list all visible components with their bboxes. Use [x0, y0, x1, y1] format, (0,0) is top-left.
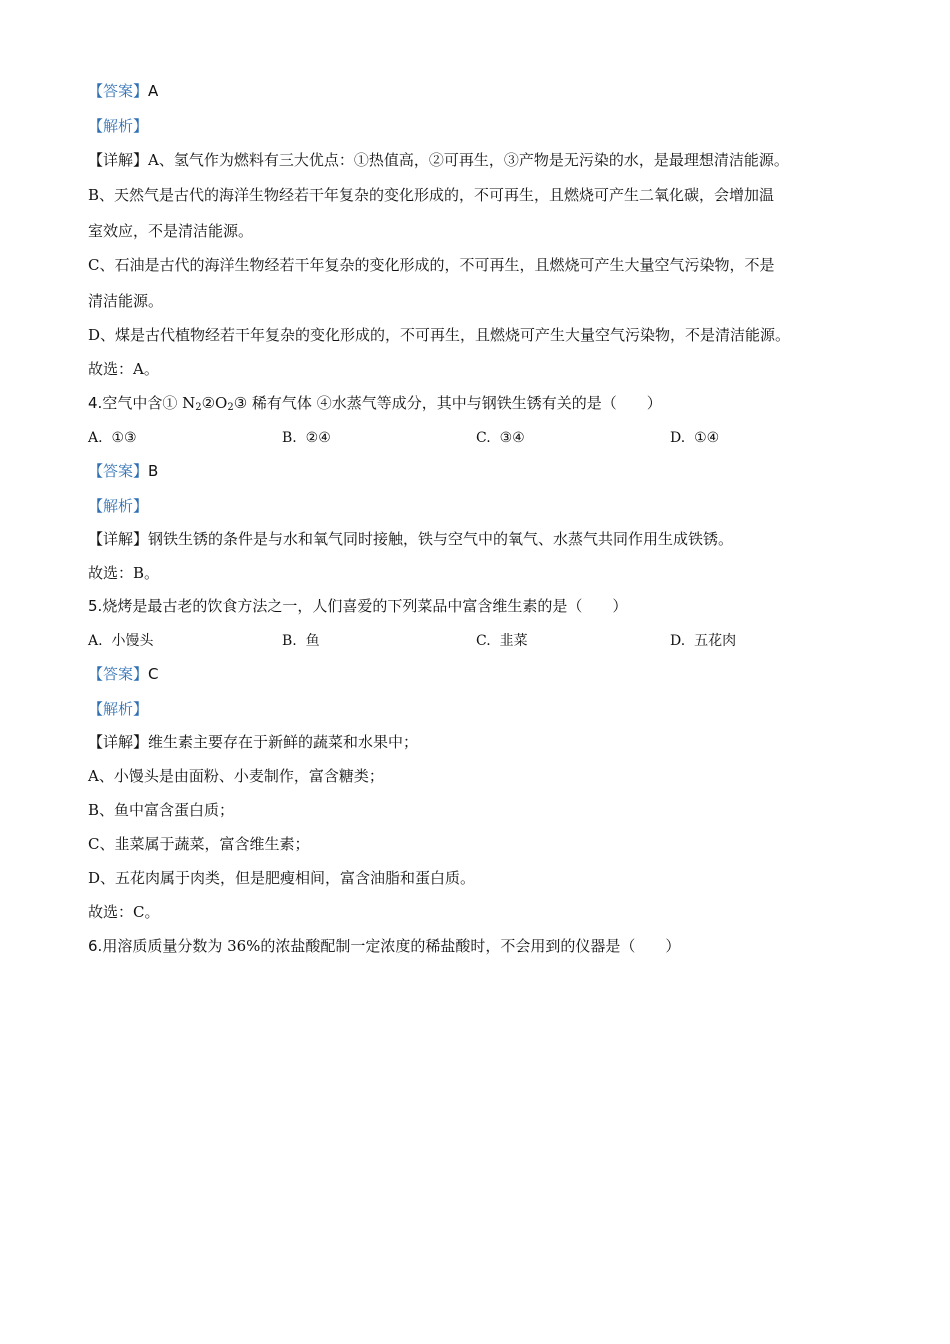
- q4-option-a: [88, 428, 137, 448]
- q4-answer-value: B: [148, 462, 159, 480]
- q3-answer-value: A: [148, 82, 159, 100]
- q5-stem-text: 烧烤是最古老的饮食方法之一，人们喜爱的下列菜品中富含维生素的是（ ）: [102, 597, 628, 615]
- q4-stem-part3: ③ 稀有气体 ④水蒸气等成分，其中与钢铁生锈有关的是（ ）: [233, 394, 662, 412]
- q3-detail-a-text: A、氢气作为燃料有三大优点：①热值高，②可再生，③产物是无污染的水，是最理想清洁能源。: [148, 151, 789, 169]
- q4-option-b: [282, 428, 331, 448]
- q5-answer-line: [88, 664, 159, 684]
- q5-option-a: [88, 631, 153, 651]
- q3-detail-d: D、煤是古代植物经若干年复杂的变化形成的，不可再生，且燃烧可产生大量空气污染物，不是清洁能源。: [88, 326, 791, 344]
- q4-option-d: [670, 428, 719, 448]
- q5-answer-value: C: [148, 665, 159, 683]
- q4-option-c: [476, 428, 525, 448]
- q4-conclusion: 故选：B。: [88, 564, 160, 582]
- q5-detail-b: B、鱼中富含蛋白质；: [88, 801, 235, 819]
- q4-option-a-text: ①③: [111, 430, 137, 446]
- q3-detail-a: [88, 150, 789, 170]
- q5-option-a-text: 小馒头: [111, 633, 154, 649]
- q5-detail-c: C、韭菜属于蔬菜，富含维生素；: [88, 835, 310, 853]
- q3-detail-label: 【详解】: [88, 151, 149, 169]
- q4-detail-label: 【详解】: [88, 530, 149, 548]
- q3-detail-b2: 室效应，不是清洁能源。: [88, 222, 254, 240]
- q5-option-c-text: 韭菜: [499, 633, 528, 649]
- q5-option-a-letter: A.: [88, 633, 103, 649]
- q4-number: 4.: [88, 394, 103, 412]
- q4-option-d-letter: D.: [670, 430, 686, 446]
- q3-detail-b1: B、天然气是古代的海洋生物经若干年复杂的变化形成的，不可再生，且燃烧可产生二氧化碳，会增加温: [88, 186, 775, 204]
- q4-answer-line: [88, 461, 158, 481]
- q4-detail: [88, 529, 733, 549]
- q3-detail-c2: 清洁能源。: [88, 292, 164, 310]
- q5-option-c: [476, 631, 528, 651]
- q5-detail: [88, 732, 418, 752]
- q4-option-d-text: ①④: [694, 430, 720, 446]
- q5-detail-a: A、小馒头是由面粉、小麦制作，富含糖类；: [88, 767, 384, 785]
- q4-detail-text: 钢铁生锈的条件是与水和氧气同时接触，铁与空气中的氧气、水蒸气共同作用生成铁锈。: [148, 530, 734, 548]
- q3-conclusion: 故选：A。: [88, 360, 159, 378]
- q4-option-b-letter: B.: [282, 430, 297, 446]
- q4-option-b-text: ②④: [305, 430, 331, 446]
- q5-detail-label: 【详解】: [88, 733, 149, 751]
- q5-number: 5.: [88, 597, 103, 615]
- q4-analysis-label: 【解析】: [88, 497, 149, 515]
- q6-stem-text: 用溶质质量分数为 36%的浓盐酸配制一定浓度的稀盐酸时，不会用到的仪器是（ ）: [102, 937, 681, 955]
- q4-stem: [88, 393, 662, 418]
- q5-option-d: [670, 631, 736, 651]
- q5-answer-label: 【答案】: [88, 665, 149, 683]
- q3-answer-line: [88, 81, 158, 101]
- q6-stem: [88, 936, 680, 956]
- q4-option-a-letter: A.: [88, 430, 103, 446]
- q5-stem: [88, 596, 627, 616]
- q5-analysis-label: 【解析】: [88, 700, 149, 718]
- q4-stem-sub1: 2: [195, 402, 202, 413]
- q5-detail-d: D、五花肉属于肉类，但是肥瘦相间，富含油脂和蛋白质。: [88, 869, 476, 887]
- q5-option-c-letter: C.: [476, 633, 491, 649]
- q6-number: 6.: [88, 937, 103, 955]
- q5-option-b-text: 鱼: [305, 633, 320, 649]
- q4-option-c-text: ③④: [499, 430, 525, 446]
- q4-stem-sub2: 2: [227, 402, 234, 413]
- q4-answer-label: 【答案】: [88, 462, 149, 480]
- q3-analysis-label: 【解析】: [88, 117, 149, 135]
- q4-stem-part2: ②O: [201, 394, 228, 412]
- q5-detail-text: 维生素主要存在于新鲜的蔬菜和水果中；: [148, 733, 419, 751]
- q4-option-c-letter: C.: [476, 430, 491, 446]
- q3-answer-label: 【答案】: [88, 82, 149, 100]
- q5-option-d-text: 五花肉: [694, 633, 737, 649]
- q5-conclusion: 故选：C。: [88, 903, 160, 921]
- q5-option-b: [282, 631, 320, 651]
- q5-option-d-letter: D.: [670, 633, 686, 649]
- q3-detail-c1: C、石油是古代的海洋生物经若干年复杂的变化形成的，不可再生，且燃烧可产生大量空气污染物，不是: [88, 256, 775, 274]
- q4-stem-part1: 空气中含① N: [102, 394, 196, 412]
- q5-option-b-letter: B.: [282, 633, 297, 649]
